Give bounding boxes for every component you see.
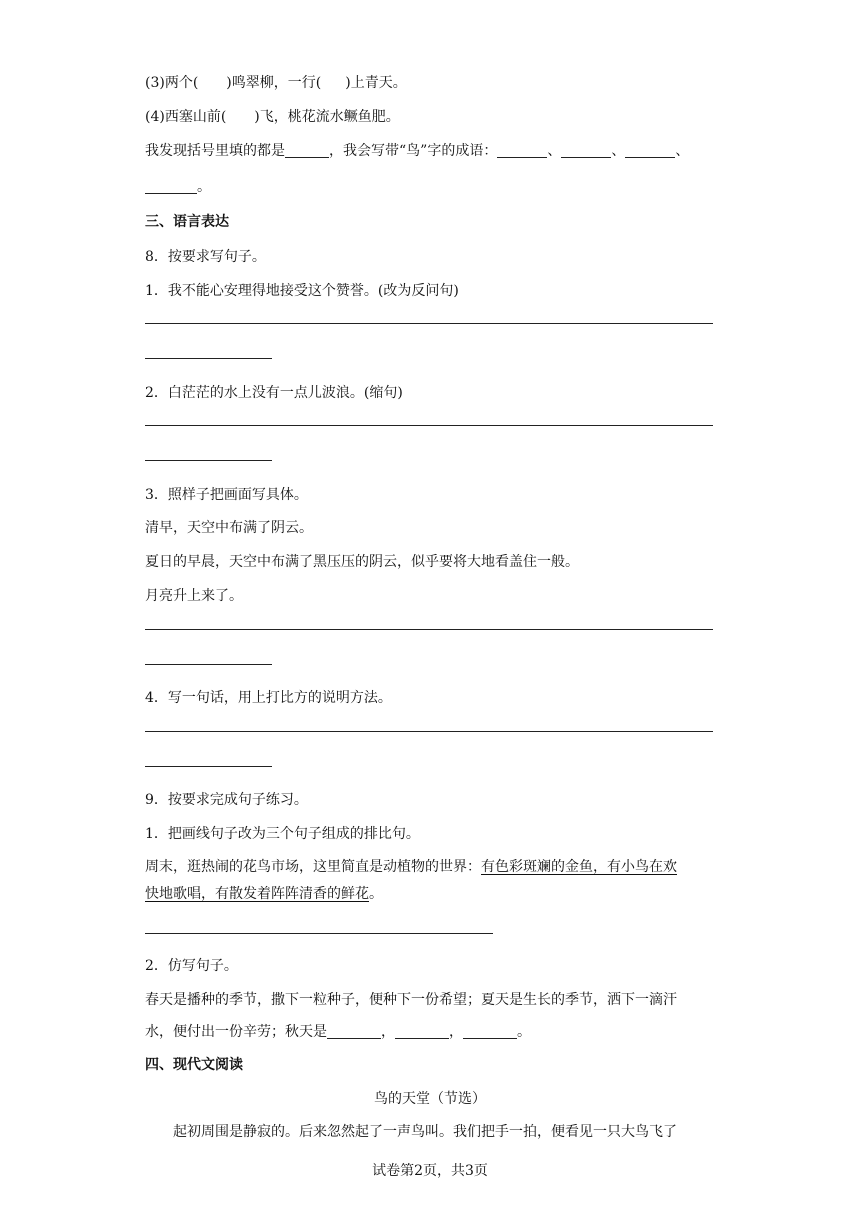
answer-blank[interactable]: [327, 1024, 381, 1039]
answer-line[interactable]: [145, 323, 713, 324]
q9-passage-line-2: [145, 884, 383, 904]
q9-underlined-sentence-cont: 快地歌唱，有散发着阵阵清香的鲜花: [145, 886, 369, 902]
separator: 、: [675, 143, 690, 159]
q7-item-4: [145, 107, 400, 127]
q9-passage-end: 。: [369, 886, 383, 902]
comma: ，: [381, 1024, 395, 1040]
answer-line[interactable]: [145, 731, 713, 732]
answer-line[interactable]: [145, 358, 272, 359]
answer-blank[interactable]: [497, 143, 547, 158]
separator: 、: [611, 143, 626, 159]
q7-item-4-part-a: (4)西塞山前(: [145, 109, 227, 125]
q9-title: 9．按要求完成句子练习。: [145, 792, 308, 808]
answer-blank[interactable]: [561, 143, 611, 158]
answer-line[interactable]: [145, 664, 272, 665]
q9-imitate-line-2: [145, 1022, 531, 1042]
q9-imitate-text: 水，便付出一份辛劳；秋天是: [145, 1024, 327, 1040]
answer-blank[interactable]: [285, 143, 329, 158]
separator: 、: [547, 143, 562, 159]
section-3-heading: 三、语言表达: [145, 214, 229, 230]
answer-line[interactable]: [145, 766, 272, 767]
answer-line[interactable]: [145, 629, 713, 630]
comma: ，: [449, 1024, 463, 1040]
q8-sub-2: 2．白茫茫的水上没有一点儿波浪。(缩句): [145, 385, 403, 401]
q7-item-3-part-b: )鸣翠柳，一行(: [226, 75, 322, 91]
answer-blank[interactable]: [463, 1024, 517, 1039]
q7-find-text-a: 我发现括号里填的都是: [145, 143, 285, 159]
q7-item-3-part-a: (3)两个(: [145, 75, 199, 91]
q9-imitate-line-1: 春天是播种的季节，撒下一粒种子，便种下一份希望；夏天是生长的季节，洒下一滴汗: [145, 992, 677, 1008]
q7-find-end: 。: [197, 179, 211, 195]
q9-underlined-sentence: 有色彩斑斓的金鱼，有小鸟在欢: [481, 859, 677, 875]
q8-sub-1: 1．我不能心安理得地接受这个赞誉。(改为反问句): [145, 283, 459, 299]
q7-item-4-part-b: )飞，桃花流水鳜鱼肥。: [254, 109, 400, 125]
q8-example-3: 月亮升上来了。: [145, 588, 243, 604]
section-4-heading: 四、现代文阅读: [145, 1057, 243, 1073]
q9-imitate-end: 。: [517, 1024, 531, 1040]
q9-sub-1: 1．把画线句子改为三个句子组成的排比句。: [145, 826, 420, 842]
q9-passage-plain: 周末，逛热闹的花鸟市场，这里简直是动植物的世界：: [145, 859, 481, 875]
q8-example-1: 清早，天空中布满了阴云。: [145, 520, 313, 536]
answer-line[interactable]: [145, 460, 272, 461]
q8-title: 8．按要求写句子。: [145, 249, 266, 265]
q7-find-line-2: [145, 177, 211, 197]
page-footer: 试卷第2页，共3页: [372, 1163, 488, 1179]
answer-blank[interactable]: [395, 1024, 449, 1039]
q8-sub-3: 3．照样子把画面写具体。: [145, 487, 308, 503]
answer-line[interactable]: [145, 425, 713, 426]
q7-find-text-b: ，我会写带“鸟”字的成语：: [329, 143, 498, 159]
reading-title: 鸟的天堂（节选）: [374, 1091, 486, 1107]
answer-blank[interactable]: [145, 179, 197, 194]
q7-item-3: [145, 73, 407, 93]
q9-sub-2: 2．仿写句子。: [145, 958, 238, 974]
q7-item-3-part-c: )上青天。: [345, 75, 407, 91]
q8-example-2: 夏日的早晨，天空中布满了黑压压的阴云，似乎要将大地看盖住一般。: [145, 554, 579, 570]
q8-sub-4: 4．写一句话，用上打比方的说明方法。: [145, 690, 392, 706]
answer-blank[interactable]: [625, 143, 675, 158]
answer-line[interactable]: [145, 933, 493, 934]
q7-find-line: [145, 141, 689, 161]
q9-passage-line-1: [145, 857, 677, 877]
reading-paragraph: 起初周围是静寂的。后来忽然起了一声鸟叫。我们把手一拍，便看见一只大鸟飞了: [173, 1124, 677, 1140]
